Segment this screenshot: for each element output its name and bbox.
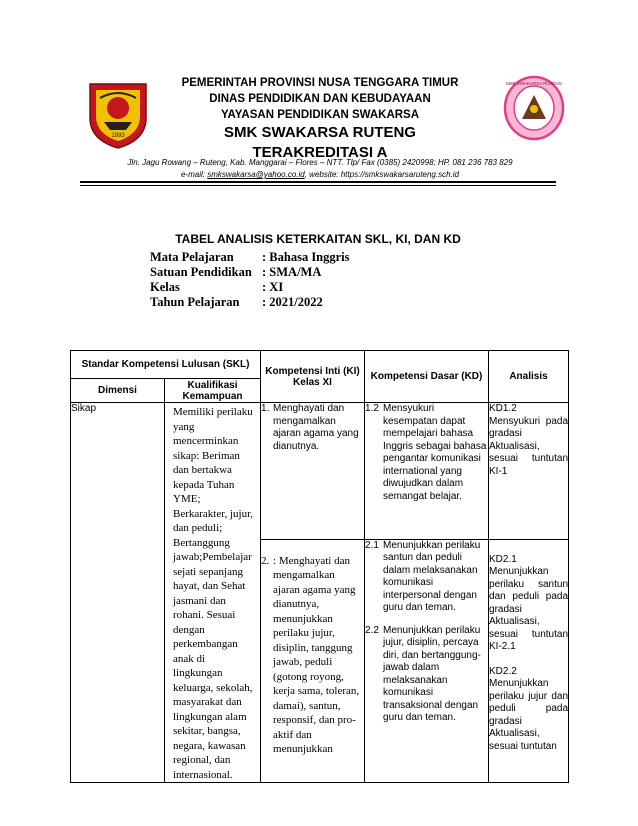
document-title: TABEL ANALISIS KETERKAITAN SKL, KI, DAN KD [175, 232, 461, 246]
header-government: PEMERINTAH PROVINSI NUSA TENGGARA TIMUR [181, 77, 459, 89]
analisis-text: KD2.2 Menunjukkan perilaku jujur dan peduli pada gradasi Aktualisasi, sesuai tuntutan [489, 665, 569, 752]
cell-analisis-2 [489, 539, 569, 782]
analisis-text: KD1.2 Mensyukuri pada gradasi Aktualisasi, sesuai tuntutan KI-1 [489, 403, 569, 477]
kd-text: Menunjukkan perilaku jujur, disiplin, percaya diri, dan bertanggung-jawab dalam melaksanakan komunikasi transaksional dengan guru dan teman. [383, 624, 481, 724]
cell-analisis-1 [489, 403, 569, 540]
website-text: , website: https://smkswakarsaruteng.sch.id [304, 170, 460, 179]
info-label: Satuan Pendidikan [150, 265, 252, 279]
ki-text: Menghayati dan mengamalkan ajaran agama yang dianutnya. [273, 403, 359, 452]
info-value: : XI [262, 280, 284, 294]
svg-text:1993: 1993 [111, 133, 125, 139]
header-kualifikasi: Kualifikasi Kemampuan [165, 379, 261, 403]
header-ki: Kompetensi Inti (KI) Kelas XI [261, 351, 365, 403]
header-dimensi: Dimensi [71, 379, 165, 403]
cell-kualifikasi [165, 403, 261, 783]
info-value: : Bahasa Inggris [262, 250, 350, 264]
header-school-name: SMK SWAKARSA RUTENG [224, 124, 416, 141]
cell-dimensi [71, 403, 165, 783]
kd-number: 2.2 [365, 624, 379, 636]
info-value: : 2021/2022 [262, 295, 323, 309]
email-link[interactable]: smkswakarsa@yahoo.co.id [207, 170, 305, 179]
info-value: : SMA/MA [262, 265, 322, 279]
school-logo-right [503, 75, 565, 141]
cell-kd-1 [365, 403, 489, 540]
cell-ki-1 [261, 403, 365, 540]
header-foundation: YAYASAN PENDIDIKAN SWAKARSA [220, 109, 420, 121]
header-department: DINAS PENDIDIKAN DAN KEBUDAYAAN [209, 93, 431, 105]
info-label: Kelas [150, 280, 180, 294]
info-label: Mata Pelajaran [150, 250, 234, 264]
cell-kd-2 [365, 539, 489, 782]
header-kd: Kompetensi Dasar (KD) [365, 351, 489, 403]
cell-ki-2 [261, 539, 365, 782]
ki-number: 2. [261, 554, 270, 567]
analisis-text: KD2.1 Menunjukkan perilaku santun dan peduli pada gradasi Aktualisasi, sesuai tuntutan KI-2.1 [489, 553, 569, 653]
ki-number: 1. [261, 403, 270, 414]
info-label: Tahun Pelajaran [150, 295, 240, 309]
header-accreditation: TERAKREDITASI A [252, 144, 388, 161]
ki-text: : Menghayati dan mengamalkan ajaran agama yang dianutnya, menunjukkan perilaku jujur, disiplin, tanggung jawab, peduli (gotong royong, kerja sama, toleran, damai), santun, responsif, dan pro-aktif dan menunjukkan [273, 554, 360, 756]
header-rule-thin [80, 185, 556, 186]
kd-number: 2.1 [365, 539, 379, 551]
skl-ki-kd-table [70, 350, 569, 783]
header-address: Jln. Jagu Rowang – Ruteng, Kab. Manggarai – Flores – NTT. Tlp/ Fax (0385) 2420998; HP. 081 236 783 829 [127, 158, 513, 167]
kd-number: 1.2 [365, 403, 379, 414]
kd-text: Menunjukkan perilaku santun dan peduli dalam melaksanakan komunikasi interpersonal dengan guru dan teman. [383, 539, 481, 614]
header-analisis: Analisis [489, 351, 569, 403]
header-skl: Standar Kompetensi Lulusan (SKL) [71, 351, 261, 379]
email-prefix: e-mail: [180, 170, 208, 179]
kualifikasi-text: Memiliki perilaku yang mencerminkan sikap: Beriman dan bertakwa kepada Tuhan YME; Berkarakter, jujur, dan peduli; Bertanggung jawab;Pembelajar sejati sepanjang hayat, dan Sehat jasmani dan rohani. Sesuai dengan perkembangan anak di lingkungan keluarga, sekolah, masyarakat dan lingkungan alam sekitar, bangsa, negara, kawasan regional, dan internasional. [173, 406, 254, 781]
kd-text: Mensyukuri kesempatan dapat mempelajari bahasa Inggris sebagai bahasa pengantar komunikasi international yang diwujudkan dalam semangat belajar. [383, 403, 487, 502]
svg-text:SMK SWAKARSA RUTENG: SMK SWAKARSA RUTENG [505, 81, 563, 86]
header-contact [80, 170, 560, 179]
dimensi-text: Sikap [71, 403, 97, 414]
header-rule-thick [80, 181, 556, 183]
